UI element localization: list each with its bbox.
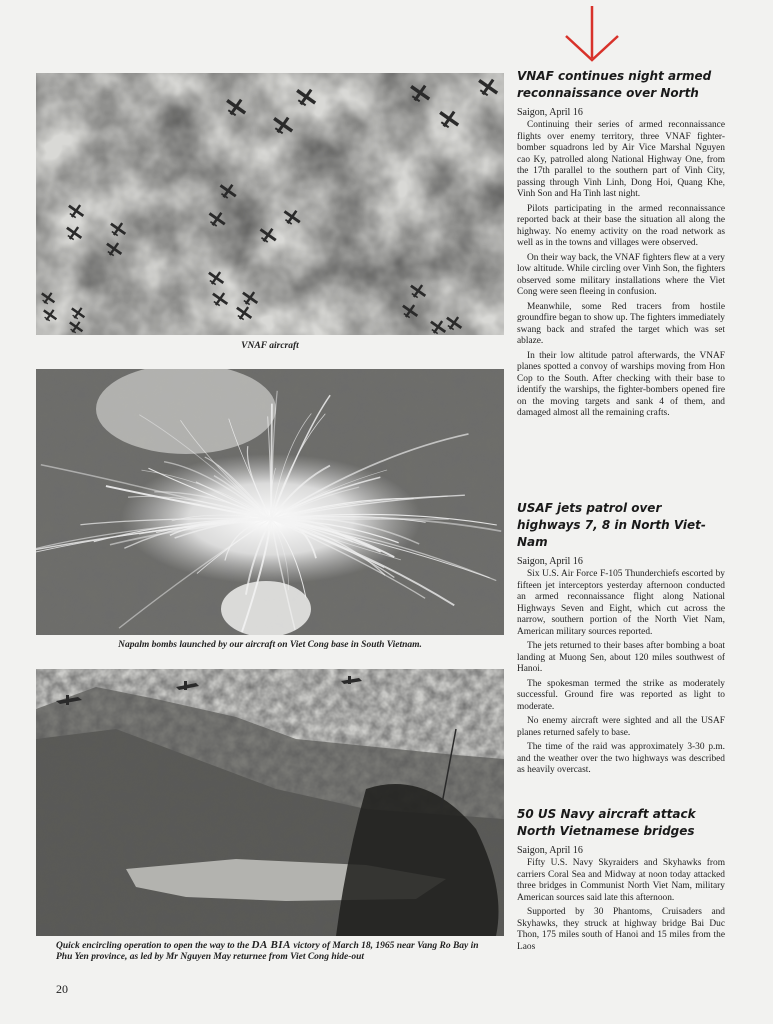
article-paragraph: Fifty U.S. Navy Skyraiders and Skyhawks from carriers Coral Sea and Midway at noon today attacked three bridges in Communist North Viet Nam, military American sources said late this afternoon. bbox=[517, 858, 725, 903]
article-paragraph: In their low altitude patrol afterwards, the VNAF planes spotted a convoy of warships moving from Hon Cop to the South. After checking with their base to identify the warships, the fighter-bombers opened fire on the moving targets and sank 4 of them, and damaged almost all the remaining crafts. bbox=[517, 350, 725, 418]
article-usaf-patrol bbox=[517, 500, 725, 780]
photo-caption: VNAF aircraft bbox=[241, 341, 299, 351]
article-paragraph: Continuing their series of armed reconnaissance flights over enemy territory, three VNAF fighter-bomber squadrons led by Air Vice Marshal Nguyen cao Ky, patrolled along National Highway One, from the 17th parallel to the southern part of Vinh City, passing through Vinh Linh, Dong Hoi, Quang Khe, Vinh Son and Ha Tinh last night. bbox=[517, 120, 725, 199]
article-paragraph: Six U.S. Air Force F-105 Thunderchiefs escorted by fifteen jet interceptors yesterday afternoon conducted an armed reconnaissance flight along National Highways Seven and Eight, which cut across the narrow, southern portion of the North Viet Nam, American military sources reported. bbox=[517, 569, 725, 637]
article-paragraph: Pilots participating in the armed reconnaissance reported back at their base the situation all along the highway. No enemy activity on the road network as well as in the towns and villages were observed. bbox=[517, 203, 725, 248]
article-vnaf-reconnaissance bbox=[517, 68, 725, 423]
article-dateline: Saigon, April 16 bbox=[517, 556, 583, 567]
red-arrow-marker bbox=[560, 4, 624, 64]
article-headline: 50 US Navy aircraft attack North Vietnamese bridges bbox=[517, 807, 696, 838]
photo-caption: Quick encircling operation to open the way to the DA BIA victory of March 18, 1965 near Vang Ro Bay in Phu Yen province, as led by Mr Nguyen May returnee from Viet Cong hide-out bbox=[56, 939, 479, 962]
article-dateline: Saigon, April 16 bbox=[517, 107, 583, 118]
article-paragraph: The time of the raid was approximately 3-30 p.m. and the weather over the two highways was described as heavily overcast. bbox=[517, 742, 725, 775]
article-paragraph: On their way back, the VNAF fighters flew at a very low altitude. While circling over Vinh Son, the fighters observed some military installations where the Viet Cong were seen fleeing in confusion. bbox=[517, 252, 725, 297]
article-navy-bridges bbox=[517, 806, 725, 956]
article-paragraph: Meanwhile, some Red tracers from hostile groundfire began to show up. The fighters immediately swang back and strafed the target which was set ablaze. bbox=[517, 301, 725, 346]
article-paragraph: Supported by 30 Phantoms, Cruisaders and Skyhawks, they struck at highway bridge Bai Duc Thon, 175 miles south of Hanoi and 15 miles from the Laos bbox=[517, 907, 725, 952]
article-headline: VNAF continues night armed reconnaissance over North bbox=[517, 69, 712, 100]
article-paragraph: The spokesman termed the strike as moderately successful. Ground fire was reported as light to moderate. bbox=[517, 678, 725, 712]
photo-caption: Napalm bombs launched by our aircraft on Viet Cong base in South Vietnam. bbox=[118, 640, 422, 650]
article-headline: USAF jets patrol over highways 7, 8 in North Viet-Nam bbox=[517, 501, 706, 549]
photo-encircling-operation bbox=[36, 669, 504, 936]
photo-napalm-explosion bbox=[36, 369, 504, 635]
photo-vnaf-aircraft bbox=[36, 73, 504, 335]
article-paragraph: The jets returned to their bases after bombing a boat landing at Muong Sen, about 120 miles southwest of Hanoi. bbox=[517, 641, 725, 674]
page-number: 20 bbox=[56, 982, 68, 996]
article-paragraph: No enemy aircraft were sighted and all the USAF planes returned safely to base. bbox=[517, 716, 725, 738]
article-dateline: Saigon, April 16 bbox=[517, 845, 583, 856]
